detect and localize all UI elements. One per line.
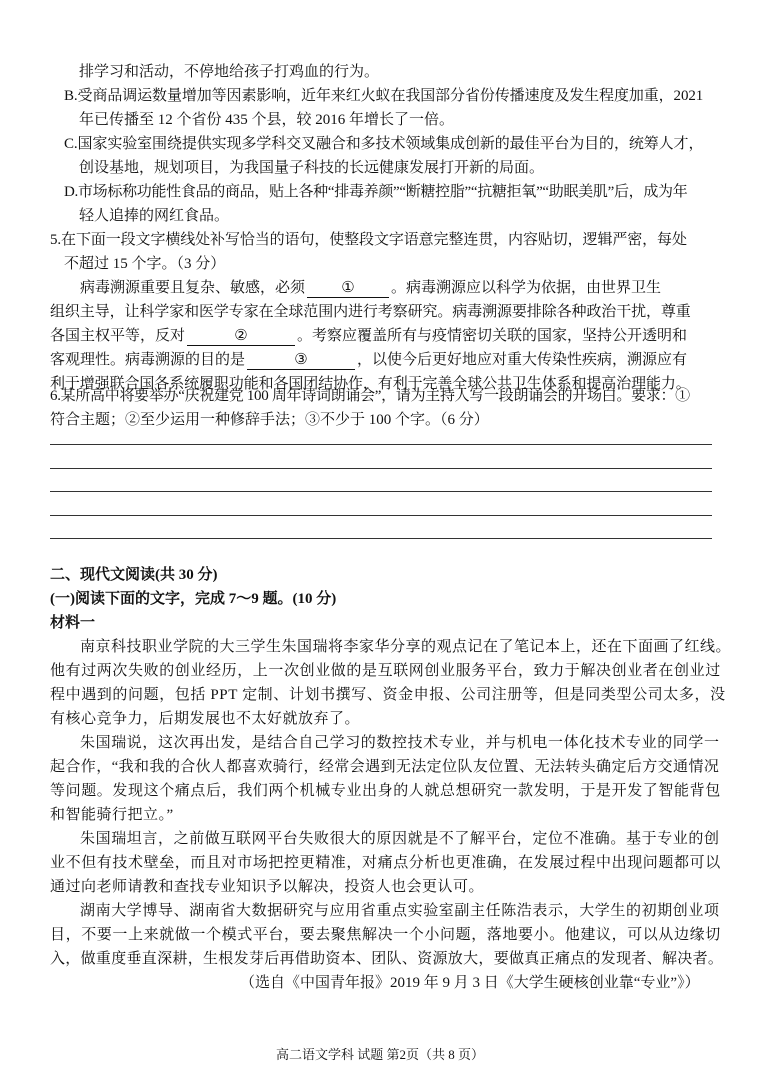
section-title: 二、现代文阅读(共 30 分) [50,567,218,583]
article-line: 朱国瑞坦言，之前做互联网平台失败很大的原因就是不了解平台，定位不准确。基于专业的创 [80,831,720,847]
article-source: （选自《中国青年报》2019 年 9 月 3 日《大学生硬核创业靠“专业”》） [240,975,700,991]
article-line: 通过向老师请教和查找专业知识予以解决，投资人也会更认可。 [50,879,485,895]
q5-passage-line2: 组织主导，让科学家和医学专家在全球范围内进行考察研究。病毒溯源要排除各种政治干扰，尊重 [50,304,691,320]
fill-blank-2[interactable]: ② [187,327,295,346]
article-line: 起合作，“我和我的合伙人都喜欢骑行，经常会遇到无法定位队友位置、无法转头确定后方交通情况 [50,759,720,775]
q5-stem-line1: 5.在下面一段文字横线处补写恰当的语句，使整段文字语意完整连贯，内容贴切，逻辑严密，每处 [50,232,687,248]
q6-stem-line1: 6.某所高中将要举办“庆祝建党 100 周年诗词朗诵会”，请为主持人写一段朗诵会的开场白。要求：① [50,388,690,404]
answer-line-5[interactable] [50,538,712,539]
answer-line-1[interactable] [50,444,712,445]
q6-stem-line2: 符合主题；②至少运用一种修辞手法；③不少于 100 个字。（6 分） [50,412,489,428]
q5-passage-line1 [80,276,661,300]
article-line: 等问题。发现这个痛点后，我们两个机械专业出身的人就总想研究一款发明，于是开发了智能背包 [50,783,721,799]
q5-passage-text: 。病毒溯源应以科学为依据，由世界卫生 [391,280,662,296]
subsection-title: (一)阅读下面的文字，完成 7～9 题。(10 分) [50,591,337,607]
q5-passage-text: 各国主权平等，反对 [50,328,186,344]
q5-passage-text: 客观理性。病毒溯源的目的是 [50,352,246,368]
article-line: 业不但有技术壁垒，而且对市场把控更精准，对痛点分析也更准确，在发展过程中出现问题都可以 [50,855,721,871]
article-line: 入，做重度垂直深耕，生根发芽后再借助资本、团队、资源放大，要做真正痛点的发现者、解决者。 [50,951,724,967]
q5-passage-line3 [50,324,687,348]
fill-blank-3[interactable]: ③ [247,351,355,370]
answer-line-2[interactable] [50,468,712,469]
q4-option-a-tail: 排学习和活动，不停地给孩子打鸡血的行为。 [79,64,380,80]
fill-blank-1[interactable]: ① [307,279,389,298]
q4-option-b-line2: 年已传播至 12 个省份 435 个县，较 2016 年增长了一倍。 [79,112,455,128]
article-line: 湖南大学博导、湖南省大数据研究与应用省重点实验室副主任陈浩表示，大学生的初期创业项 [80,903,720,919]
q4-option-c-line2: 创设基地，规划项目，为我国量子科技的长远健康发展打开新的局面。 [79,160,545,176]
q5-stem-line2: 不超过 15 个字。（3 分） [64,256,226,272]
q5-passage-text: 。考察应覆盖所有与疫情密切关联的国家，坚持公开透明和 [297,328,688,344]
article-line: 有核心竞争力，后期发展也不太好就放弃了。 [50,711,361,727]
q4-option-d-line1: D.市场标称功能性食品的商品，贴上各种“排毒养颜”“断糖控脂”“抗糖拒氧”“助眠美肌”后，成为年 [64,184,688,200]
q4-option-b-line1: B.受商品调运数量增加等因素影响，近年来红火蚁在我国部分省份传播速度及发生程度加重，2021 [64,88,704,104]
article-line: 目，不要一上来就做一个模式平台，要去聚焦解决一个小问题，落地要小。他建议，可以从边缘切 [50,927,721,943]
article-line: 他有过两次失败的创业经历，上一次创业做的是互联网创业服务平台，致力于解决创业者在创业过 [50,663,721,679]
material-heading: 材料一 [50,615,96,631]
q5-passage-line5: 利于增强联合国各系统履职功能和各国团结协作，有利于完善全球公共卫生体系和提高治理能力。 [50,376,691,392]
article-line: 朱国瑞说，这次再出发，是结合自己学习的数控技术专业，并与机电一体化技术专业的同学一 [80,735,720,751]
article-line: 南京科技职业学院的大三学生朱国瑞将李家华分享的观点记在了笔记本上，还在下面画了红线。 [80,639,732,655]
q5-passage-line4 [50,348,687,372]
page-footer: 高二语文学科 试题 第2页（共 8 页） [275,1047,484,1062]
q4-option-d-line2: 轻人追捧的网红食品。 [79,208,230,224]
article-line: 和智能骑行把立。” [50,807,174,823]
q5-passage-text: ，以使今后更好地应对重大传染性疾病，溯源应有 [357,352,688,368]
answer-line-4[interactable] [50,515,712,516]
q4-option-c-line1: C.国家实验室围绕提供实现多学科交叉融合和多技术领域集成创新的最佳平台为目的，统筹人才， [64,136,704,152]
q5-passage-text: 病毒溯源重要且复杂、敏感，必须 [80,280,306,296]
answer-line-3[interactable] [50,491,712,492]
article-line: 程中遇到的问题，包括 PPT 定制、计划书撰写、资金申报、公司注册等，但是同类型公司太多，没 [50,687,726,703]
